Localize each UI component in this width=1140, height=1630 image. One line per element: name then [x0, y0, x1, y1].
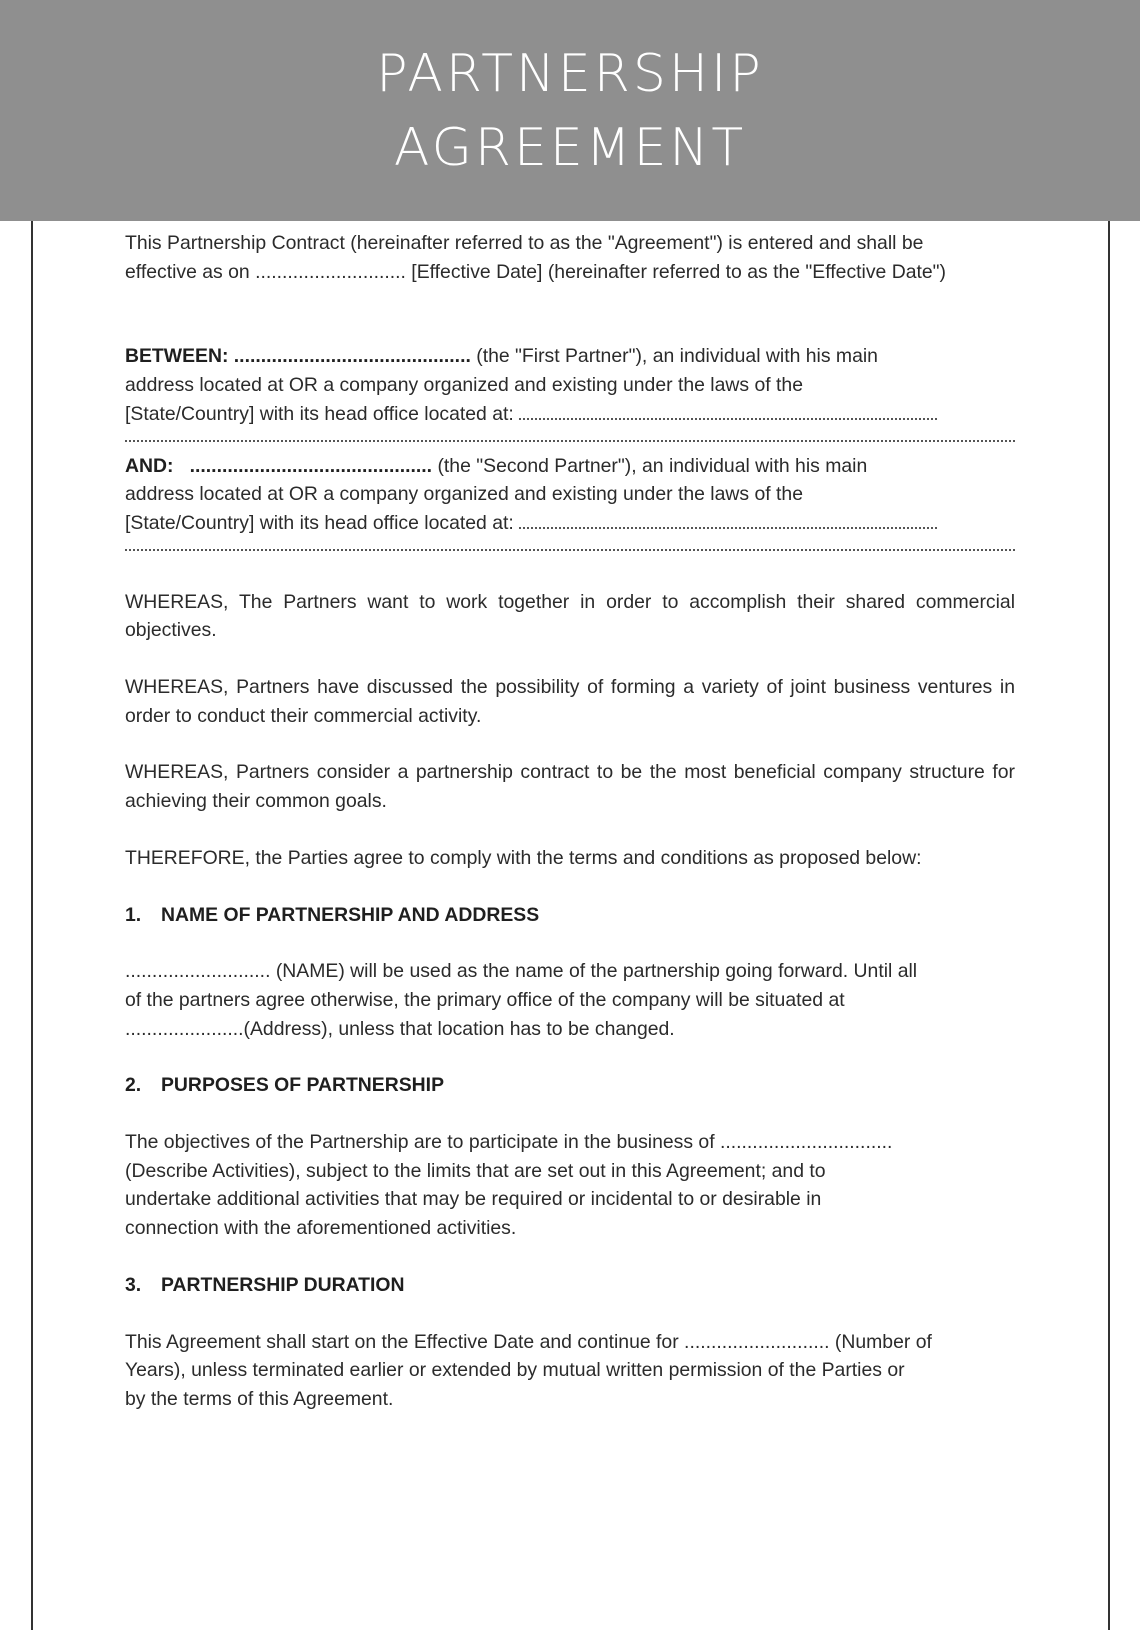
section-3-title: PARTNERSHIP DURATION [161, 1273, 405, 1296]
and-address-fill [519, 513, 937, 529]
and-block [125, 452, 1015, 551]
intro-paragraph: This Partnership Contract (hereinafter referred to as the "Agreement") is entered and shall be effective as on ............................ [Effective Date] (hereinafter referred to as the "Effective Date") [125, 232, 947, 283]
and-address-fill-row [125, 546, 1015, 551]
section-3-number: 3. [125, 1273, 142, 1296]
between-line-1 [125, 342, 1015, 371]
whereas-paragraph-1: WHEREAS, The Partners want to work together in order to accomplish their shared commercial objectives. [125, 590, 1015, 642]
section-2-line-3: undertake additional activities that may be required or incidental to or desirable in [125, 1188, 822, 1211]
document-body [125, 229, 1015, 1414]
section-1-heading [125, 901, 1015, 930]
section-2-line-2: (Describe Activities), subject to the limits that are set out in this Agreement; and to [125, 1159, 826, 1182]
section-1-number: 1. [125, 903, 142, 926]
section-2-heading [125, 1071, 1015, 1100]
whereas-paragraph-2: WHEREAS, Partners have discussed the possibility of forming a variety of joint business ventures in order to conduct their commercial activity. [125, 676, 1015, 727]
between-text-3: [State/Country] with its head office located at: [125, 402, 514, 425]
between-address-fill [519, 404, 937, 420]
and-line-3 [125, 509, 1015, 538]
section-2-number: 2. [125, 1074, 142, 1097]
between-block [125, 342, 1015, 441]
title-banner [0, 0, 1140, 221]
section-2-title: PURPOSES OF PARTNERSHIP [161, 1074, 445, 1097]
banner-title-line-1: PARTNERSHIP [376, 43, 764, 104]
section-3-line-1: This Agreement shall start on the Effective Date and continue for ........................... (Number of [125, 1330, 932, 1353]
between-text-1: (the "First Partner"), an individual with his main [470, 345, 878, 368]
section-1-line-3: ......................(Address), unless that location has to be changed. [125, 1017, 675, 1040]
whereas-paragraph-3: WHEREAS, Partners consider a partnership contract to be the most beneficial company structure for achieving their common goals. [125, 761, 1015, 813]
section-3-heading [125, 1271, 1015, 1300]
section-1-line-2: of the partners agree otherwise, the primary office of the company will be situated at [125, 988, 845, 1011]
and-line-1 [125, 452, 1015, 481]
between-label: BETWEEN: ............................................ [125, 345, 471, 368]
and-label: AND: ............................................. [125, 454, 433, 477]
section-3-line-3: by the terms of this Agreement. [125, 1387, 394, 1410]
between-line-2: address located at OR a company organized and existing under the laws of the [125, 374, 804, 397]
section-1-line-1: ........................... (NAME) will be used as the name of the partnership going forward. Until all [125, 960, 918, 983]
therefore-paragraph: THEREFORE, the Parties agree to comply with the terms and conditions as proposed below: [125, 846, 922, 869]
between-address-fill-row [125, 437, 1015, 442]
and-line-2: address located at OR a company organized and existing under the laws of the [125, 483, 804, 506]
section-2-line-4: connection with the aforementioned activities. [125, 1217, 517, 1240]
and-text-1: (the "Second Partner"), an individual with his main [432, 454, 868, 477]
section-3-line-2: Years), unless terminated earlier or extended by mutual written permission of the Parties or [125, 1359, 905, 1382]
section-1-title: NAME OF PARTNERSHIP AND ADDRESS [161, 903, 540, 926]
between-line-3 [125, 400, 1015, 429]
banner-title-line-2: AGREEMENT [393, 117, 747, 178]
and-text-3: [State/Country] with its head office located at: [125, 511, 514, 534]
section-2-line-1: The objectives of the Partnership are to participate in the business of ................................ [125, 1131, 893, 1154]
